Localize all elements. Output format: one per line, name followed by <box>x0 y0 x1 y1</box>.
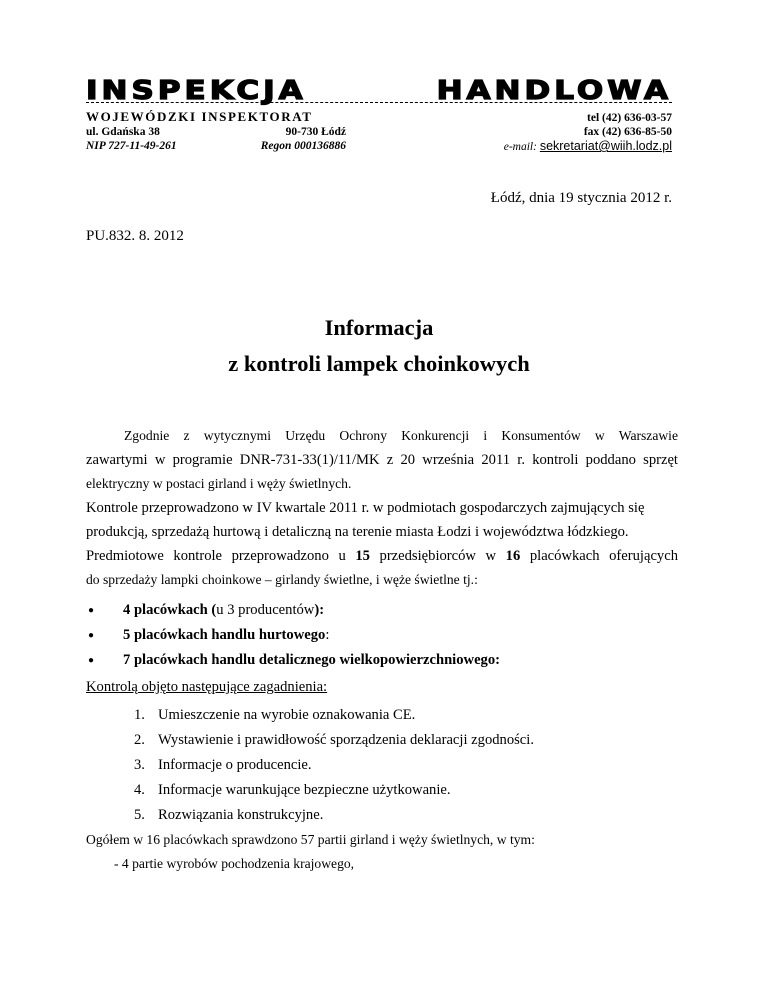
summary-line: Ogółem w 16 placówkach sprawdzono 57 partii girland i węży świetlnych, w tym: <box>86 832 535 847</box>
registry-row <box>86 139 346 153</box>
paragraph-1-line-3: elektryczny w postaci girland i węży świetlnych. <box>86 476 352 491</box>
email-label: e-mail: <box>503 141 537 153</box>
list-item: ● 4 placówkach (u 3 producentów): <box>86 598 678 623</box>
paragraph-1-line-2: zawartymi w programie DNR-731-33(1)/11/MK z 20 września 2011 r. kontroli poddano sprzęt <box>86 452 678 468</box>
email-link[interactable]: sekretariat@wiih.lodz.pl <box>539 139 672 153</box>
bullet-icon: ● <box>88 655 95 666</box>
address-row <box>86 125 346 139</box>
list-item: 5. Rozwiązania konstrukcyjne. <box>134 807 324 823</box>
list-item: 1. Umieszczenie na wyrobie oznakowania CE. <box>134 707 416 723</box>
bullet-icon: ● <box>88 605 95 616</box>
document-title <box>86 310 672 382</box>
fax-number: fax (42) 636-85-50 <box>583 126 672 138</box>
scope-list <box>86 703 678 828</box>
nip-number: NIP 727-11-49-261 <box>86 140 177 152</box>
letterhead-divider <box>86 102 672 103</box>
p3-count-entrepreneurs: 15 <box>355 548 370 564</box>
letterhead-contact <box>432 108 672 154</box>
regon-number: Regon 000136886 <box>260 140 346 152</box>
p3-text-a: Predmiotowe kontrole przeprowadzono u <box>86 548 356 564</box>
paragraph-2-line-1: Kontrole przeprowadzono w IV kwartale 2011 r. w podmiotach gospodarczych zajmujących się <box>86 500 645 516</box>
street: ul. Gdańska 38 <box>86 126 160 138</box>
document-body <box>86 424 678 876</box>
phone-number: tel (42) 636-03-57 <box>587 112 672 124</box>
bullet-icon: ● <box>88 630 95 641</box>
document-date: Łódź, dnia 19 stycznia 2012 r. <box>490 190 672 206</box>
summary-item-domestic: - 4 partie wyrobów pochodzenia krajowego, <box>114 856 355 871</box>
paragraph-1-line-1: Zgodnie z wytycznymi Urzędu Ochrony Konkurencji i Konsumentów w Warszawie <box>124 428 678 443</box>
paragraph-2-line-2: produkcją, sprzedażą hurtową i detaliczną na terenie miasta Łodzi i województwa łódzkiego. <box>86 524 629 540</box>
list-item: 2. Wystawienie i prawidłowość sporządzenia deklaracji zgodności. <box>134 732 534 748</box>
list-item: 4. Informacje warunkujące bezpieczne użytkowanie. <box>134 782 451 798</box>
p3-text-b: przedsiębiorców w <box>369 548 506 564</box>
scope-heading: Kontrolą objęto następujące zagadnienia: <box>86 679 328 695</box>
organization-name: WOJEWÓDZKI INSPEKTORAT <box>86 109 313 124</box>
list-item: ● 5 placówkach handlu hurtowego: <box>86 623 678 648</box>
brand-word-inspekcja: INSPEKCJA <box>86 76 307 106</box>
paragraph-3-line-2: do sprzedaży lampki choinkowe – girlandy świetlne, i węże świetlne tj.: <box>86 572 478 587</box>
list-item: ● 7 placówkach handlu detalicznego wielkopowierzchniowego: <box>86 648 678 673</box>
email-row <box>432 139 672 154</box>
p3-count-outlets: 16 <box>505 548 521 564</box>
title-line-2: z kontroli lampek choinkowych <box>228 351 530 376</box>
brand-word-handlowa: HANDLOWA <box>436 76 672 106</box>
paragraph-3-line-1 <box>86 544 678 568</box>
letterhead-address <box>86 108 346 153</box>
list-item: 3. Informacje o producencie. <box>134 757 312 773</box>
p3-text-c: placówkach oferujących <box>520 548 678 564</box>
reference-number: PU.832. 8. 2012 <box>86 228 184 244</box>
outlet-list <box>86 598 678 673</box>
title-line-1: Informacja <box>324 315 434 340</box>
postal-city: 90-730 Łódź <box>285 126 346 138</box>
